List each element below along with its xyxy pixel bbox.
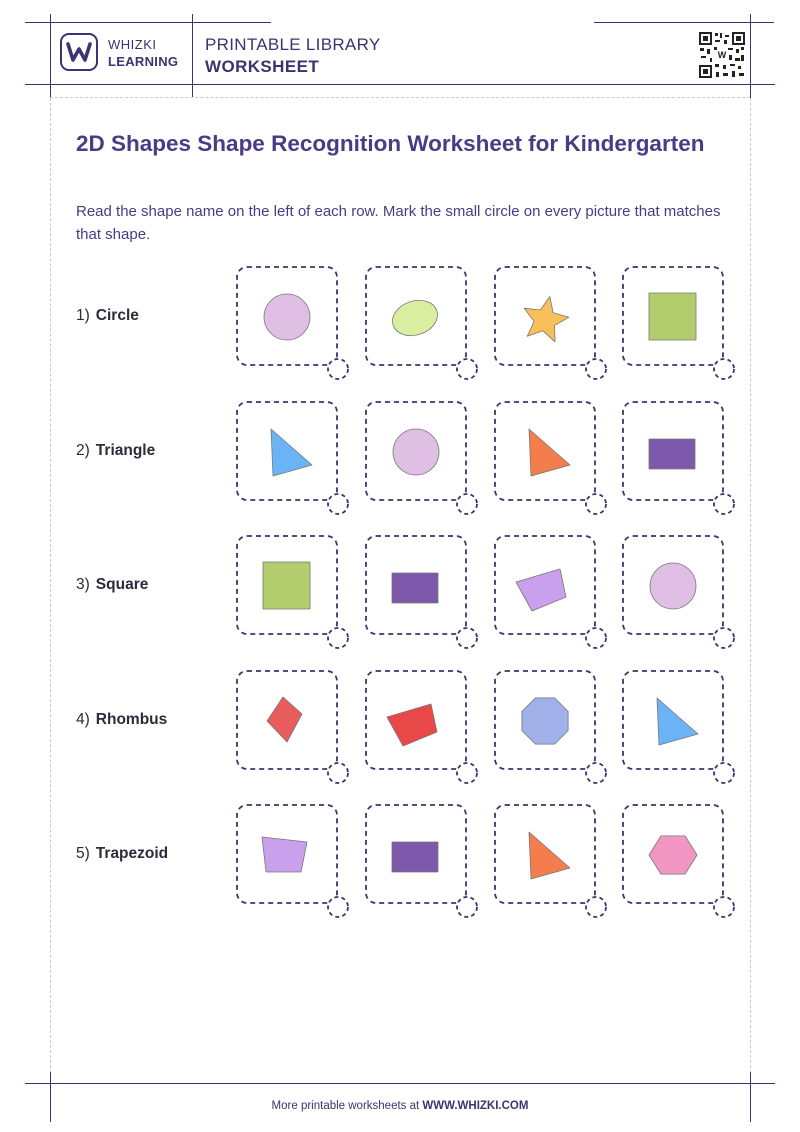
answer-circle[interactable] [457,763,477,783]
shape-card-rectangle [622,401,724,501]
svg-text:W: W [717,50,727,60]
octagon-shape [522,698,568,744]
library-label: PRINTABLE LIBRARY [205,35,381,54]
answer-circle[interactable] [457,494,477,514]
footer-text [0,1100,800,1112]
shape-card-triangle [494,401,596,501]
answer-circle[interactable] [714,628,734,648]
answer-circle[interactable] [457,359,477,379]
instructions: Read the shape name on the left of each row. Mark the small circle on every picture that matches that shape. [76,203,721,243]
page-title: 2D Shapes Shape Recognition Worksheet for Kindergarten [76,131,705,156]
shape-card-octagon [494,670,596,770]
footer-left-rule [50,1072,51,1122]
answer-circle[interactable] [328,494,348,514]
triangle-shape [657,698,698,745]
shape-card-triangle [494,804,596,904]
answer-circle[interactable] [586,628,606,648]
footer-site-link[interactable]: WWW.WHIZKI.COM [422,1100,529,1112]
answer-circle[interactable] [586,763,606,783]
row-label-rhombus [76,711,167,729]
rectangle-shape [649,439,695,469]
page-border-top [50,97,750,98]
star-shape [524,297,569,342]
shape-card-rectangle [365,804,467,904]
shape-card-quadrilateral [365,670,467,770]
shape-card-oval [365,266,467,366]
row-shape-name: Triangle [95,442,156,459]
page-border-left [50,98,51,1083]
row-number: 1) [76,307,90,324]
footer-top-rule [25,1083,775,1084]
brand-name-line2: LEARNING [108,54,179,69]
qr-code-icon[interactable] [698,31,746,79]
triangle-shape [529,429,570,476]
hexagon-shape [649,836,697,874]
circle-shape [393,429,439,475]
shape-card-triangle [236,401,338,501]
answer-circle[interactable] [586,359,606,379]
circle-shape [264,294,310,340]
header-bottom-rule [25,84,775,85]
shape-card-circle [365,401,467,501]
row-number: 2) [76,442,90,459]
row-label-square [76,576,148,594]
answer-circle[interactable] [457,628,477,648]
shape-card-circle [236,266,338,366]
answer-circle[interactable] [586,494,606,514]
quadrilateral-shape [516,569,566,611]
trapezoid-shape [262,837,307,872]
row-label-trapezoid [76,845,168,863]
rectangle-shape [392,842,438,872]
footer-prefix: More printable worksheets at [271,1100,420,1112]
quadrilateral-shape [387,704,437,746]
row-number: 5) [76,845,90,862]
answer-circle[interactable] [457,897,477,917]
header-top-rule [25,22,271,23]
w-logo-icon [60,33,98,71]
row-shape-name: Rhombus [95,711,168,728]
header-divider [192,14,193,98]
oval-shape [388,295,442,342]
row-label-circle [76,307,139,325]
header-top-rule-right [594,22,774,23]
answer-circle[interactable] [328,897,348,917]
square-shape [263,562,310,609]
shape-card-rhombus [236,670,338,770]
header-left-rule [50,14,51,98]
answer-circle[interactable] [586,897,606,917]
row-shape-name: Trapezoid [95,845,169,862]
triangle-shape [271,429,312,476]
row-label-triangle [76,442,155,460]
row-shape-name: Square [95,576,149,593]
shape-card-triangle [622,670,724,770]
rhombus-shape [267,697,302,742]
rectangle-shape [392,573,438,603]
row-number: 3) [76,576,90,593]
answer-circle[interactable] [328,628,348,648]
answer-circle[interactable] [328,763,348,783]
answer-circle[interactable] [328,359,348,379]
footer-right-rule [750,1072,751,1122]
shape-card-star [494,266,596,366]
page-border-right [750,98,751,1083]
answer-circle[interactable] [714,897,734,917]
shape-card-trapezoid [236,804,338,904]
shape-card-square [622,266,724,366]
shape-card-circle [622,535,724,635]
shape-card-rectangle [365,535,467,635]
header-right-rule [750,14,751,98]
answer-circle[interactable] [714,763,734,783]
answer-circle[interactable] [714,494,734,514]
circle-shape [650,563,696,609]
triangle-shape [529,832,570,879]
shape-card-square [236,535,338,635]
worksheet-label: WORKSHEET [205,57,320,76]
row-number: 4) [76,711,90,728]
shape-card-hexagon [622,804,724,904]
answer-circle[interactable] [714,359,734,379]
brand-name-line1: WHIZKI [108,37,157,52]
shape-card-quadrilateral [494,535,596,635]
row-shape-name: Circle [95,307,139,324]
square-shape [649,293,696,340]
